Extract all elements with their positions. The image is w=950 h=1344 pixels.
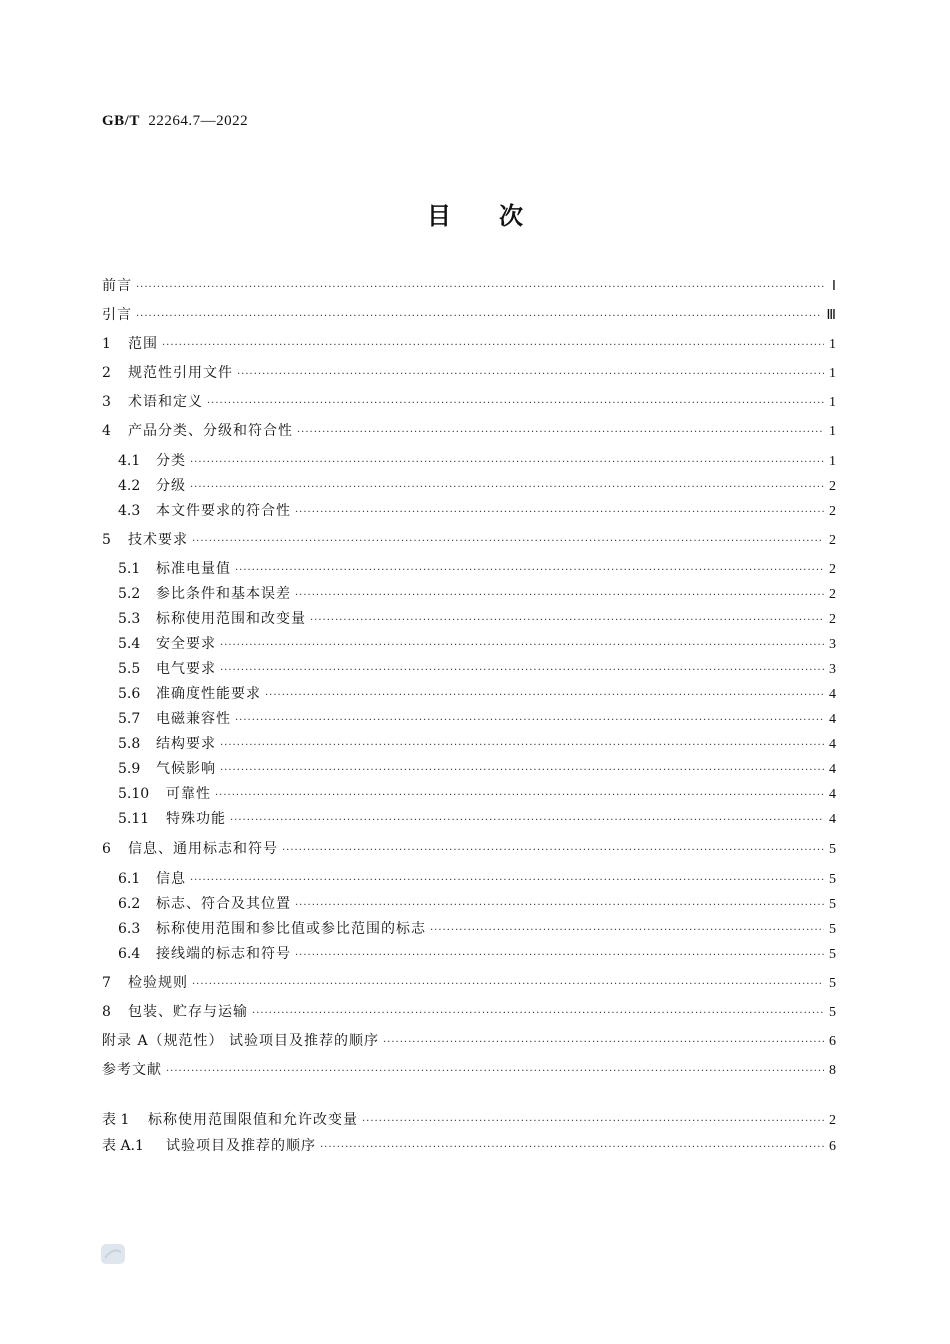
standard-number: 22264.7—2022 <box>148 113 249 129</box>
toc-entry[interactable] <box>118 585 836 605</box>
toc-entry-page: 4 <box>829 787 836 802</box>
toc-entry-label: 电气要求 <box>156 661 216 677</box>
toc-dot-leader <box>192 976 824 994</box>
toc-entry[interactable] <box>118 502 836 522</box>
toc-entry-label: 分类 <box>156 453 186 469</box>
toc-dot-leader <box>295 897 824 915</box>
toc-dot-leader <box>237 366 824 384</box>
toc-entry[interactable] <box>118 895 836 915</box>
toc-entry[interactable] <box>118 477 836 497</box>
toc-entry-label: 标志、符合及其位置 <box>156 896 291 912</box>
toc-dot-leader <box>136 279 824 297</box>
toc-entry-page: 3 <box>829 662 836 677</box>
toc-entry-page: 1 <box>829 454 836 469</box>
toc-entry[interactable] <box>102 277 836 297</box>
toc-dot-leader <box>220 637 824 655</box>
toc-entry-number: 5.9 <box>118 761 141 777</box>
toc-entry[interactable] <box>102 1032 836 1052</box>
toc-entry-label: 产品分类、分级和符合性 <box>128 423 293 439</box>
toc-dot-leader <box>136 308 822 326</box>
toc-entry-number: 8 <box>102 1004 111 1020</box>
toc-entry-label: 安全要求 <box>156 636 216 652</box>
toc-entry-label: 范围 <box>128 336 158 352</box>
toc-entry[interactable] <box>118 710 836 730</box>
toc-entry-number: 5.6 <box>118 686 141 702</box>
toc-entry-page: 4 <box>829 687 836 702</box>
toc-dot-leader <box>190 479 824 497</box>
toc-entry[interactable] <box>102 1003 836 1023</box>
toc-entry[interactable] <box>118 870 836 890</box>
toc-entry-label: 接线端的标志和符号 <box>156 946 291 962</box>
toc-dot-leader <box>320 1139 824 1157</box>
toc-dot-leader <box>295 947 824 965</box>
toc-entry[interactable] <box>118 735 836 755</box>
toc-entry-page: 1 <box>829 366 836 381</box>
toc-entry-number: 5.4 <box>118 636 141 652</box>
toc-entry-label: 包装、贮存与运输 <box>128 1004 248 1020</box>
toc-entry-label: 附录 A（规范性） 试验项目及推荐的顺序 <box>102 1033 380 1049</box>
standard-code <box>102 113 248 130</box>
toc-entry[interactable] <box>118 660 836 680</box>
toc-entry-number: 6.2 <box>118 896 141 912</box>
toc-entry[interactable] <box>102 335 836 355</box>
toc-entry-number: 6.3 <box>118 921 141 937</box>
toc-entry[interactable] <box>102 840 836 860</box>
toc-entry[interactable] <box>102 364 836 384</box>
standard-prefix: GB/T <box>102 113 140 129</box>
toc-dot-leader <box>362 1113 824 1131</box>
toc-entry-number: 表 1 <box>102 1112 130 1128</box>
table-list-entry[interactable] <box>102 1137 836 1157</box>
toc-entry-number: 4.2 <box>118 478 141 494</box>
toc-entry-page: 8 <box>829 1063 836 1078</box>
toc-entry-page: 2 <box>829 612 836 627</box>
toc-entry[interactable] <box>102 1061 836 1081</box>
toc-entry-label: 可靠性 <box>166 786 211 802</box>
toc-dot-leader <box>192 533 824 551</box>
toc-entry-label: 结构要求 <box>156 736 216 752</box>
toc-entry-page: 5 <box>829 872 836 887</box>
toc-entry-label: 本文件要求的符合性 <box>156 503 291 519</box>
toc-dot-leader <box>252 1005 824 1023</box>
toc-entry-page: 6 <box>829 1139 836 1154</box>
toc-entry-label: 标称使用范围限值和允许改变量 <box>148 1112 358 1128</box>
toc-entry-number: 5.8 <box>118 736 141 752</box>
toc-dot-leader <box>265 687 824 705</box>
toc-entry-page: 5 <box>829 842 836 857</box>
toc-dot-leader <box>190 872 824 890</box>
toc-entry-page: Ⅲ <box>826 308 836 323</box>
toc-entry-page: Ⅰ <box>831 279 836 294</box>
toc-entry-number: 5.2 <box>118 586 141 602</box>
toc-entry[interactable] <box>118 760 836 780</box>
toc-entry-label: 分级 <box>156 478 186 494</box>
toc-entry-label: 信息 <box>156 871 186 887</box>
toc-entry-number: 5.3 <box>118 611 141 627</box>
toc-entry-page: 1 <box>829 337 836 352</box>
toc-entry-number: 表 A.1 <box>102 1138 144 1154</box>
sac-logo-icon <box>100 1243 126 1265</box>
toc-entry-label: 参比条件和基本误差 <box>156 586 291 602</box>
toc-entry-number: 5.1 <box>118 561 141 577</box>
toc-entry-page: 4 <box>829 712 836 727</box>
toc-entry-page: 2 <box>829 504 836 519</box>
toc-entry-number: 5.5 <box>118 661 141 677</box>
toc-entry-label: 准确度性能要求 <box>156 686 261 702</box>
toc-dot-leader <box>220 662 824 680</box>
toc-dot-leader <box>215 787 824 805</box>
toc-entry[interactable] <box>102 422 836 442</box>
toc-dot-leader <box>235 562 824 580</box>
toc-entry-number: 6 <box>102 841 111 857</box>
toc-entry-label: 引言 <box>102 307 132 323</box>
page-title <box>0 196 950 231</box>
toc-entry-page: 5 <box>829 922 836 937</box>
toc-dot-leader <box>310 612 824 630</box>
toc-entry[interactable] <box>118 685 836 705</box>
toc-entry[interactable] <box>118 452 836 472</box>
toc-entry-label: 参考文献 <box>102 1062 162 1078</box>
toc-entry[interactable] <box>118 560 836 580</box>
toc-dot-leader <box>383 1034 824 1052</box>
toc-entry-number: 1 <box>102 336 111 352</box>
toc-entry-label: 标称使用范围和参比值或参比范围的标志 <box>156 921 426 937</box>
toc-entry-number: 2 <box>102 365 111 381</box>
toc-dot-leader <box>207 395 824 413</box>
toc-entry-page: 2 <box>829 533 836 548</box>
toc-entry-label: 标准电量值 <box>156 561 231 577</box>
toc-entry-page: 3 <box>829 637 836 652</box>
toc-dot-leader <box>295 587 824 605</box>
toc-dot-leader <box>166 1063 824 1081</box>
toc-entry-page: 2 <box>829 1113 836 1128</box>
toc-entry-page: 1 <box>829 395 836 410</box>
toc-entry-number: 3 <box>102 394 111 410</box>
toc-entry-label: 气候影响 <box>156 761 216 777</box>
toc-dot-leader <box>430 922 824 940</box>
toc-entry-label: 前言 <box>102 278 132 294</box>
toc-entry-page: 5 <box>829 1005 836 1020</box>
toc-entry-page: 4 <box>829 762 836 777</box>
toc-entry-page: 1 <box>829 424 836 439</box>
toc-entry-page: 6 <box>829 1034 836 1049</box>
toc-entry[interactable] <box>118 785 836 805</box>
table-list-entry[interactable] <box>102 1111 836 1131</box>
toc-dot-leader <box>220 737 824 755</box>
toc-entry-page: 4 <box>829 812 836 827</box>
toc-dot-leader <box>190 454 824 472</box>
toc-entry-number: 4 <box>102 423 111 439</box>
toc-entry-label: 技术要求 <box>128 532 188 548</box>
toc-entry-label: 术语和定义 <box>128 394 203 410</box>
page-title-part2: 次 <box>499 202 523 230</box>
toc-entry-number: 6.1 <box>118 871 141 887</box>
toc-entry-page: 4 <box>829 737 836 752</box>
toc-entry[interactable] <box>102 531 836 551</box>
toc-entry[interactable] <box>118 945 836 965</box>
toc-dot-leader <box>282 842 824 860</box>
toc-entry-page: 5 <box>829 897 836 912</box>
toc-entry-page: 2 <box>829 479 836 494</box>
page-title-part1: 目 <box>427 202 451 230</box>
toc-dot-leader <box>297 424 824 442</box>
toc-entry-page: 5 <box>829 947 836 962</box>
toc-entry[interactable] <box>102 306 836 326</box>
toc-entry-number: 5.10 <box>118 786 150 802</box>
toc-dot-leader <box>230 812 824 830</box>
toc-entry[interactable] <box>102 393 836 413</box>
toc-dot-leader <box>235 712 824 730</box>
toc-entry-label: 特殊功能 <box>166 811 226 827</box>
toc-entry-label: 电磁兼容性 <box>156 711 231 727</box>
toc-entry-label: 检验规则 <box>128 975 188 991</box>
toc-entry-number: 7 <box>102 975 111 991</box>
toc-entry-number: 5 <box>102 532 111 548</box>
toc-entry[interactable] <box>118 920 836 940</box>
toc-entry-label: 规范性引用文件 <box>128 365 233 381</box>
toc-entry-page: 2 <box>829 587 836 602</box>
toc-entry[interactable] <box>102 974 836 994</box>
toc-entry-number: 4.1 <box>118 453 141 469</box>
toc-entry-number: 5.11 <box>118 811 150 827</box>
toc-entry[interactable] <box>118 810 836 830</box>
toc-entry-label: 信息、通用标志和符号 <box>128 841 278 857</box>
toc-entry-label: 标称使用范围和改变量 <box>156 611 306 627</box>
toc-dot-leader <box>162 337 824 355</box>
toc-entry[interactable] <box>118 635 836 655</box>
toc-entry-number: 5.7 <box>118 711 141 727</box>
toc-dot-leader <box>220 762 824 780</box>
toc-entry-label: 试验项目及推荐的顺序 <box>166 1138 316 1154</box>
toc-dot-leader <box>295 504 824 522</box>
toc-entry-page: 5 <box>829 976 836 991</box>
toc-entry-number: 4.3 <box>118 503 141 519</box>
toc-entry[interactable] <box>118 610 836 630</box>
toc-entry-number: 6.4 <box>118 946 141 962</box>
toc-entry-page: 2 <box>829 562 836 577</box>
